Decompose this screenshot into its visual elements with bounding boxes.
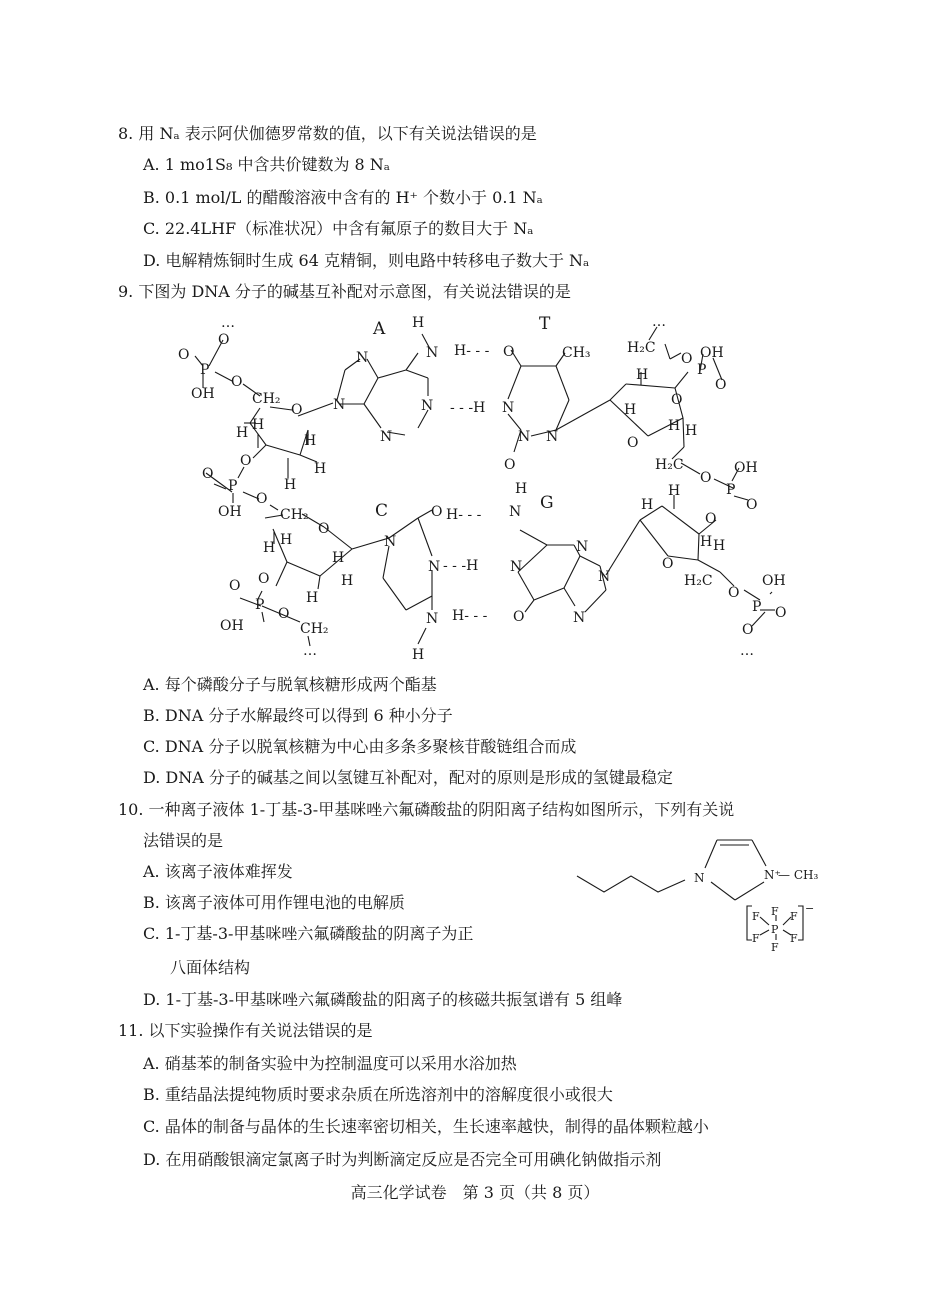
atom-p: P — [752, 599, 762, 615]
atom-h: H — [700, 534, 713, 550]
atom-n: N — [428, 559, 441, 575]
atom-n: N — [384, 534, 397, 550]
q9-option-c: C. DNA 分子以脱氧核糖为中心由多条多聚核苷酸链组合而成 — [143, 737, 577, 756]
atom-oh: OH — [220, 618, 244, 634]
atom-n: N — [426, 611, 439, 627]
atom-h: H — [314, 461, 327, 477]
atom-o: O — [256, 491, 268, 507]
atom-h: H — [332, 550, 345, 566]
atom-h2c: H₂C — [627, 340, 656, 356]
atom-h: H — [263, 540, 276, 556]
atom-ch2: CH₂ — [280, 507, 309, 523]
atom-o: O — [258, 571, 270, 587]
base-t-label: T — [539, 314, 551, 334]
hbond-c-g-1: H- - - — [446, 507, 482, 523]
q8-option-d: D. 电解精炼铜时生成 64 克精铜，则电路中转移电子数大于 Nₐ — [143, 251, 590, 270]
atom-h: H — [668, 483, 681, 499]
atom-o: O — [700, 470, 712, 486]
chain-continues: … — [652, 314, 666, 330]
atom-f: F — [790, 932, 798, 945]
q10-option-b: B. 该离子液体可用作锂电池的电解质 — [143, 893, 405, 912]
atom-n: N — [573, 610, 586, 626]
atom-o: O — [218, 332, 230, 348]
atom-o: O — [627, 435, 639, 451]
atom-h: H — [306, 590, 319, 606]
atom-o: O — [715, 377, 727, 393]
atom-n: N — [510, 559, 523, 575]
hbond-a-t-2: - - -H — [450, 400, 486, 416]
q10-stem-line2: 法错误的是 — [143, 831, 224, 850]
atom-n: N — [576, 539, 589, 555]
q11-stem: 11. 以下实验操作有关说法错误的是 — [118, 1021, 373, 1040]
q9-option-d: D. DNA 分子的碱基之间以氢键互补配对，配对的原则是形成的氢键最稳定 — [143, 768, 673, 787]
q10-option-c-continued: 八面体结构 — [170, 958, 251, 977]
atom-oh: OH — [700, 345, 724, 361]
atom-n: N — [356, 350, 369, 366]
chain-continues: … — [740, 643, 754, 659]
q11-option-a: A. 硝基苯的制备实验中为控制温度可以采用水浴加热 — [143, 1054, 517, 1073]
atom-o: O — [671, 392, 683, 408]
atom-o: O — [742, 622, 754, 638]
atom-p: P — [228, 478, 238, 494]
atom-h: H — [280, 532, 293, 548]
atom-oh: OH — [734, 460, 758, 476]
atom-o: O — [202, 466, 214, 482]
atom-f: F — [752, 932, 760, 945]
atom-h2c: H₂C — [684, 573, 713, 589]
atom-h: H — [668, 418, 681, 434]
q8-stem: 8. 用 Nₐ 表示阿伏伽德罗常数的值，以下有关说法错误的是 — [118, 124, 537, 143]
atom-h: H — [412, 315, 425, 331]
atom-n-plus: N⁺ — [764, 868, 781, 882]
atom-h: H — [236, 425, 249, 441]
atom-h: H — [624, 402, 637, 418]
base-a-label: A — [373, 319, 386, 339]
q11-option-b: B. 重结晶法提纯物质时要求杂质在所选溶剂中的溶解度很小或很大 — [143, 1085, 613, 1104]
atom-o: O — [318, 521, 330, 537]
q9-stem: 9. 下图为 DNA 分子的碱基互补配对示意图，有关说法错误的是 — [118, 282, 571, 301]
atom-o: O — [775, 605, 787, 621]
q8-option-a: A. 1 mo1S₈ 中含共价键数为 8 Nₐ — [143, 155, 390, 174]
q9-option-a: A. 每个磷酸分子与脱氧核糖形成两个酯基 — [143, 675, 437, 694]
atom-o: O — [504, 457, 516, 473]
q8-option-b: B. 0.1 mol/L 的醋酸溶液中含有的 H⁺ 个数小于 0.1 Nₐ — [143, 188, 543, 207]
atom-h: H — [636, 367, 649, 383]
base-c-label: C — [375, 501, 389, 521]
atom-f: F — [771, 905, 779, 918]
atom-ch2: CH₂ — [300, 621, 329, 637]
atom-ch3: — CH₃ — [778, 868, 819, 882]
atom-o: O — [503, 344, 515, 360]
atom-h: H — [341, 573, 354, 589]
atom-oh: OH — [762, 573, 786, 589]
q10-option-a: A. 该离子液体难挥发 — [143, 862, 293, 881]
atom-p: P — [200, 362, 210, 378]
atom-n: N — [546, 429, 559, 445]
atom-h: H — [685, 423, 698, 439]
atom-o: O — [681, 351, 693, 367]
atom-h: H — [252, 417, 265, 433]
atom-h: H — [641, 497, 654, 513]
base-g-label: G — [540, 493, 554, 513]
chain-continues: … — [221, 315, 235, 331]
atom-o: O — [513, 609, 525, 625]
atom-o: O — [728, 585, 740, 601]
atom-n: N — [518, 429, 531, 445]
atom-f: F — [771, 941, 779, 954]
atom-h: H — [412, 647, 425, 663]
hbond-c-g-3: H- - - — [452, 608, 488, 624]
atom-n: N — [694, 871, 705, 885]
atom-n: N — [333, 397, 346, 413]
atom-f: F — [790, 910, 798, 923]
atom-o: O — [178, 347, 190, 363]
page-footer: 高三化学试卷 第 3 页（共 8 页） — [350, 1183, 600, 1202]
atom-o: O — [229, 578, 241, 594]
atom-n: N — [509, 504, 522, 520]
atom-h: H — [515, 481, 528, 497]
q10-stem-line1: 10. 一种离子液体 1-丁基-3-甲基咪唑六氟磷酸盐的阴阳离子结构如图所示，下列有关说 — [118, 800, 735, 819]
atom-o: O — [431, 504, 443, 520]
atom-h2c: H₂C — [655, 457, 684, 473]
q11-option-c: C. 晶体的制备与晶体的生长速率密切相关，生长速率越快，制得的晶体颗粒越小 — [143, 1117, 709, 1136]
atom-h: H — [713, 538, 726, 554]
atom-n: N — [380, 429, 393, 445]
chain-continues: … — [303, 643, 317, 659]
atom-p: P — [771, 923, 779, 936]
atom-oh: OH — [218, 504, 242, 520]
q8-option-c: C. 22.4LHF（标准状况）中含有氟原子的数目大于 Nₐ — [143, 219, 534, 238]
atom-o: O — [240, 453, 252, 469]
atom-f: F — [752, 910, 760, 923]
atom-n: N — [598, 569, 611, 585]
atom-p: P — [255, 597, 265, 613]
atom-ch3: CH₃ — [562, 345, 591, 361]
atom-ch2: CH₂ — [252, 391, 281, 407]
hbond-a-t-1: H- - - — [454, 343, 490, 359]
atom-oh: OH — [191, 386, 215, 402]
atom-h: H — [284, 477, 297, 493]
atom-n: N — [421, 398, 434, 414]
anion-charge: − — [805, 902, 815, 915]
atom-n: N — [502, 400, 515, 416]
atom-o: O — [662, 556, 674, 572]
q11-option-d: D. 在用硝酸银滴定氯离子时为判断滴定反应是否完全可用碘化钠做指示剂 — [143, 1150, 662, 1169]
q10-option-d: D. 1-丁基-3-甲基咪唑六氟磷酸盐的阳离子的核磁共振氢谱有 5 组峰 — [143, 990, 623, 1009]
atom-o: O — [231, 374, 243, 390]
atom-n: N — [426, 345, 439, 361]
atom-p: P — [697, 362, 707, 378]
atom-o: O — [705, 511, 717, 527]
atom-o: O — [291, 402, 303, 418]
q10-option-c: C. 1-丁基-3-甲基咪唑六氟磷酸盐的阴离子为正 — [143, 924, 474, 943]
atom-o: O — [746, 497, 758, 513]
atom-o: O — [278, 606, 290, 622]
hbond-c-g-2: - - -H — [443, 558, 479, 574]
atom-h: H — [304, 433, 317, 449]
atom-p: P — [726, 482, 736, 498]
q9-option-b: B. DNA 分子水解最终可以得到 6 种小分子 — [143, 706, 453, 725]
